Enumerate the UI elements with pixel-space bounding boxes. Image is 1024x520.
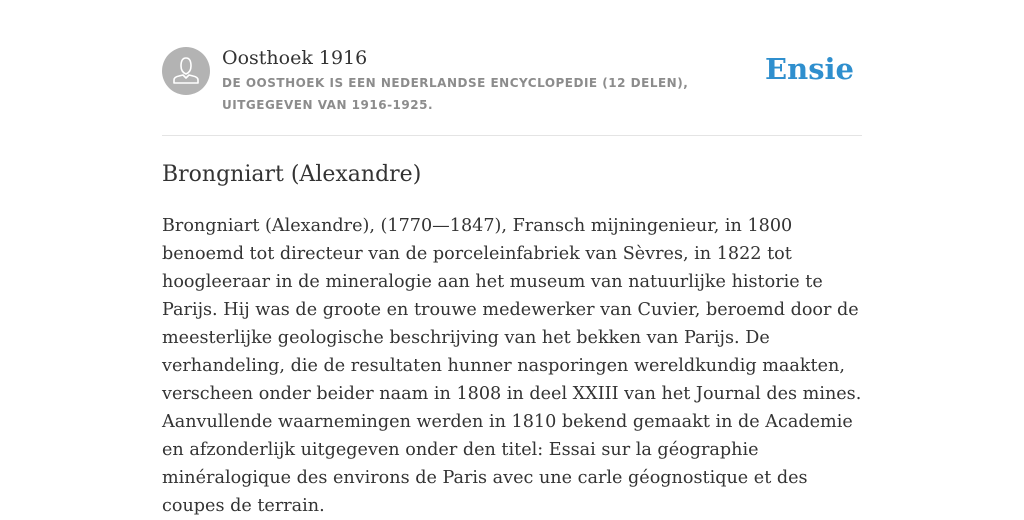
user-silhouette-icon (162, 47, 210, 95)
source-avatar[interactable] (162, 47, 210, 95)
article-body: Brongniart (Alexandre), (1770—1847), Fransch mijningenieur, in 1800 benoemd tot directeur van de porceleinfabriek van Sèvres, in 1822 tot hoogleeraar in de mineralogie aan het museum van natuurlijke historie te Parijs. Hij was de groote en trouwe medewerker van Cuvier, beroemd door de meesterlijke geologische beschrijving van het bekken van Parijs. De verhandeling, die de resultaten hunner nasporingen wereldkundig maakten, verscheen onder beider naam in 1808 in deel XXIII van het Journal des mines. Aanvullende waarnemingen werden in 1810 bekend gemaakt in de Academie en afzonderlijk uitgegeven onder den titel: Essai sur la géographie minéralogique des environs de Paris avec une carle géognostique et des coupes de terrain. (162, 216, 862, 516)
article-title: Brongniart (Alexandre) (162, 162, 422, 187)
source-name[interactable]: Oosthoek 1916 (222, 47, 368, 69)
source-description: DE OOSTHOEK IS EEN NEDERLANDSE ENCYCLOPEDIE (12 DELEN), UITGEGEVEN VAN 1916-1925. (222, 76, 689, 112)
source-header (162, 44, 862, 136)
ensie-logo[interactable]: Ensie (765, 52, 854, 86)
